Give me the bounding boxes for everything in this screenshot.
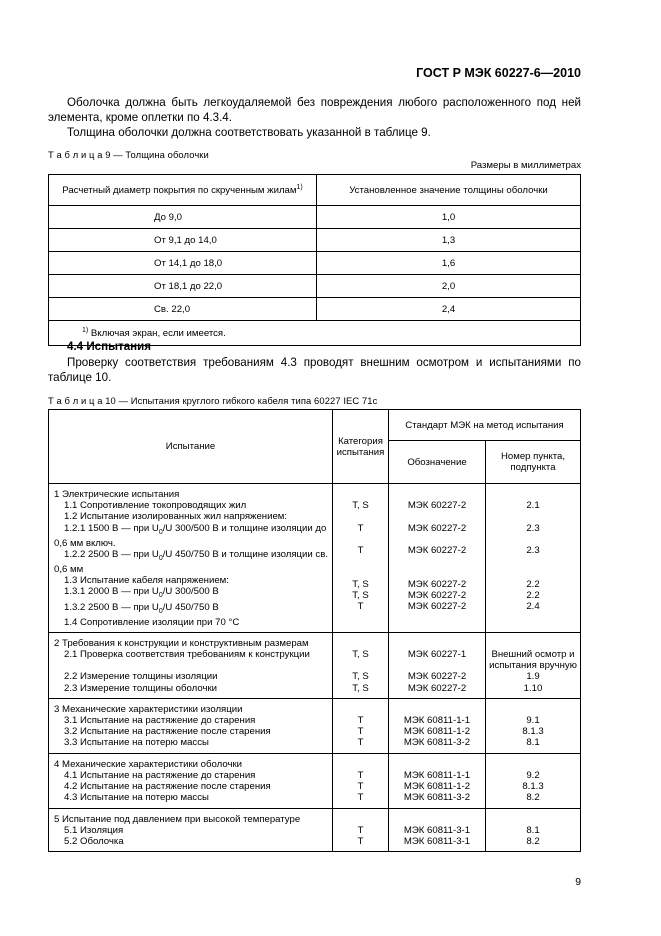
table-row: 5 Испытание под давлением при высокой температуре 5.1 Изоляция 5.2 Оболочка T T МЭК 60811-3-1 МЭК 60811-3-1 8.1 8.2 [49,808,581,852]
group-title: 4 Механические характеристики оболочки [54,758,243,770]
table-row: 2 Требования к конструкции и конструктивным размерам 2.1 Проверка соответствия требованиям к конструкции 2.2 Измерение толщины изоляции 2.3 Измерение толщины оболочки T, S T, S T, S МЭК 60227-1 МЭК 60227-2 МЭК 60227-2 Внешний осмотр и испытания вручную 1.9 1.10 [49,632,581,698]
document-code: ГОСТ Р МЭК 60227-6—2010 [416,66,581,80]
table9-units: Размеры в миллиметрах [470,160,581,171]
table9-value: 2,0 [317,275,581,298]
section-text: Проверку соответствия требованиям 4.3 проводят внешним осмотром и испытаниями по таблице 10. [48,356,581,384]
table9-caption: Т а б л и ц а 9 — Толщина оболочки [48,149,209,160]
table9-value: 2,4 [317,298,581,321]
table10-header-category: Категория испытания [333,410,389,484]
table9-range: Св. 22,0 [49,298,317,321]
table10-header-designation: Обозначение [389,441,486,484]
group-title: 3 Механические характеристики изоляции [54,703,243,715]
group-title: 1 Электрические испытания [54,489,180,500]
table9-range: До 9,0 [49,206,317,229]
table9-range: От 18,1 до 22,0 [49,275,317,298]
table-row: 1 Электрические испытания 1.1 Сопротивление токопроводящих жил 1.2 Испытание изолированных жил напряжением: 1.2.1 1500 В — при $U_0/U$ 300/500 В и толщине изоляции до 0,6 мм включ. 1.2.2 2500 В — при $U_0/U$ 450/750 В и толщине изоляции св. 0,6 мм 1.3 Испытание кабеля напряжением: 1.3.1 2000 В — при $U_0/U$ 300/500 В 1.3.2 2500 В — при $U_0/U$ 450/750 В 1.4 Сопротивление изоляции при 70 °С T, S T T T, S T, S T МЭК 60227-2 МЭК 60227-2 МЭК 60227-2 МЭК 60227-2 МЭК 60227-2 МЭК 60227-2 2.1 2.3 2.3 2.2 2.2 2.4 [49,484,581,633]
group-title: 5 Испытание под давлением при высокой температуре [54,813,301,825]
table9-range: От 14,1 до 18,0 [49,252,317,275]
page-number: 9 [575,877,581,888]
table-row [49,275,581,298]
table10 [48,409,581,852]
table-row: 3 Механические характеристики изоляции 3.1 Испытание на растяжение до старения 3.2 Испытание на растяжение после старения 3.3 Испытание на потерю массы T T T МЭК 60811-1-1 МЭК 60811-1-2 МЭК 60811-3-2 9.1 8.1.3 8.1 [49,698,581,753]
table9-value: 1,3 [317,229,581,252]
intro-paragraph-2: Толщина оболочки должна соответствовать указанной в таблице 9. [67,126,431,139]
table-row [49,229,581,252]
section-title: 4.4 Испытания [67,340,152,353]
table-row [49,298,581,321]
group-title: 2 Требования к конструкции и конструктивным размерам [54,637,309,649]
table-row: 4 Механические характеристики оболочки 4.1 Испытание на растяжение до старения 4.2 Испытание на растяжение после старения 4.3 Испытание на потерю массы T T T МЭК 60811-1-1 МЭК 60811-1-2 МЭК 60811-3-2 9.2 8.1.3 8.2 [49,753,581,808]
table10-header-clause: Номер пункта, подпункта [486,441,581,484]
table9-footnote: $^{1)}$ Включая экран, если имеется. [49,321,581,346]
table9-value: 1,6 [317,252,581,275]
table10-caption: Т а б л и ц а 10 — Испытания круглого гибкого кабеля типа 60227 IEC 71c [48,395,378,406]
table10-header-test: Испытание [49,410,333,484]
table9-header-thickness: Установленное значение толщины оболочки [317,175,581,206]
table9-value: 1,0 [317,206,581,229]
table9-range: От 9,1 до 14,0 [49,229,317,252]
table9-header-diameter: Расчетный диаметр покрытия по скрученным жилам$^{1)}$ [49,175,317,206]
table-row [49,252,581,275]
table10-header-standard: Стандарт МЭК на метод испытания [389,410,581,441]
table-row [49,206,581,229]
table9 [48,174,581,346]
intro-paragraph-1: Оболочка должна быть легкоудаляемой без повреждения любого расположенного под ней элемента, кроме оплетки по 4.3.4. [48,96,581,124]
